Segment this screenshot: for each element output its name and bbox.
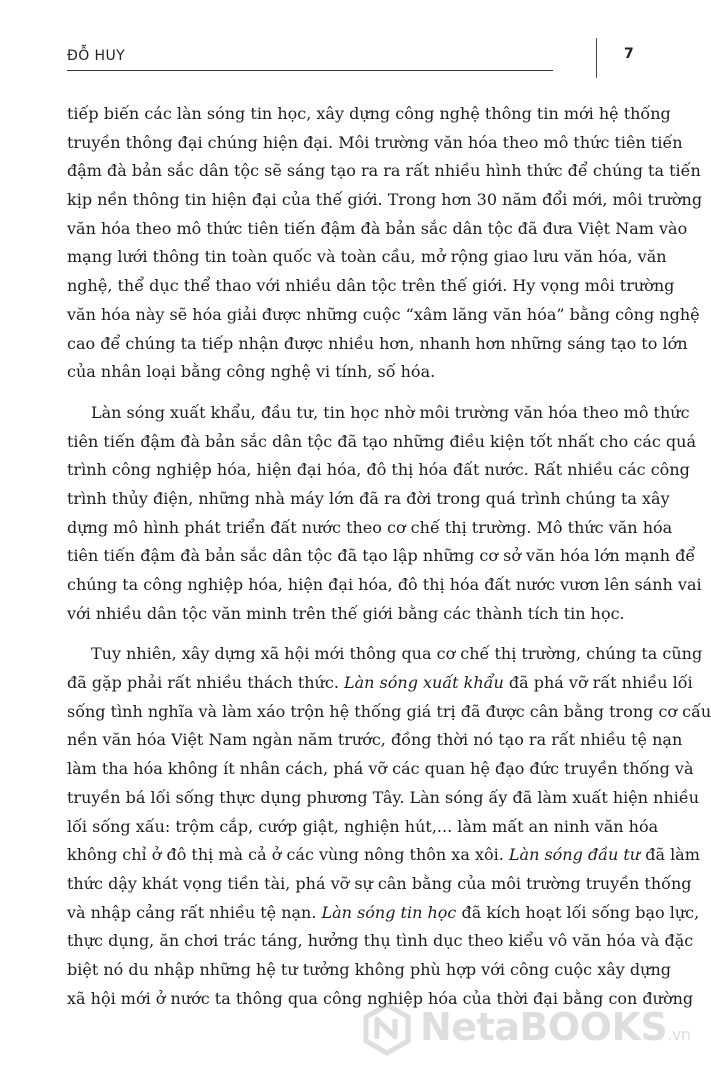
text-span: không chỉ ở đô thị mà cả ở các vùng nông thôn xa xôi.: [67, 845, 509, 865]
watermark: [362, 1003, 691, 1053]
italic-text-span: Làn sóng đầu tư: [508, 845, 641, 865]
text-span: làm tha hóa không ít nhân cách, phá vỡ các quan hệ đạo đức truyền thống và: [67, 759, 694, 779]
text-line: [67, 698, 711, 727]
text-span: Làn sóng xuất khẩu, đầu tư, tin học nhờ môi trường văn hóa theo mô thức: [91, 402, 690, 422]
text-line: [67, 514, 673, 543]
text-line: [67, 726, 683, 755]
text-line: [67, 813, 659, 842]
text-line: [67, 272, 675, 301]
running-header: [67, 46, 553, 71]
watermark-text: [420, 1005, 690, 1049]
text-span: văn hóa theo mô thức tiên tiến đậm đà bản sắc dân tộc đã đưa Việt Nam vào: [67, 218, 688, 238]
neta-logo-icon: [362, 1003, 412, 1053]
text-span: truyền thông đại chúng hiện đại. Môi trường văn hóa theo mô thức tiên tiến: [67, 132, 683, 152]
text-line: [67, 841, 700, 870]
text-line: [67, 669, 693, 698]
text-span: đã phá vỡ rất nhiều lối: [503, 673, 693, 693]
text-span: truyền bá lối sống thực dụng phương Tây. Làn sóng ấy đã làm xuất hiện nhiều: [67, 787, 700, 807]
text-line: [67, 129, 683, 158]
text-line: [67, 301, 700, 330]
text-line: [67, 542, 696, 571]
text-line: [67, 927, 694, 956]
text-line: [67, 456, 690, 485]
text-line: [67, 640, 703, 669]
body-text: [67, 100, 711, 1013]
text-span: biệt nó du nhập những hệ tư tưởng không phù hợp với công cuộc xây dựng: [67, 959, 671, 979]
header-divider: [596, 38, 597, 78]
text-span: trình công nghiệp hóa, hiện đại hóa, đô thị hóa đất nước. Rất nhiều các công: [67, 460, 690, 480]
text-line: [67, 899, 700, 928]
text-span: trình thủy điện, những nhà máy lớn đã ra đời trong quá trình chúng ta xây: [67, 488, 670, 508]
paragraph: [67, 399, 702, 629]
text-span: của nhân loại bằng công nghệ vi tính, số hóa.: [67, 362, 436, 382]
text-line: [67, 428, 696, 457]
text-span: đã kích hoạt lối sống bạo lực,: [456, 902, 700, 922]
paragraph: [67, 640, 711, 1013]
text-line: [67, 399, 690, 428]
text-line: [67, 186, 703, 215]
text-span: kịp nền thông tin hiện đại của thế giới. Trong hơn 30 năm đổi mới, môi trường: [67, 190, 703, 210]
paragraph-gap: [67, 628, 641, 640]
text-line: [67, 243, 667, 272]
watermark-suffix: .vn: [667, 1025, 691, 1044]
text-span: và nhập cảng rất nhiều tệ nạn.: [67, 902, 322, 922]
text-line: [67, 215, 688, 244]
text-span: tiếp biến các làn sóng tin học, xây dựng công nghệ thông tin mới hệ thống: [67, 104, 671, 123]
text-span: xã hội mới ở nước ta thông qua công nghiệp hóa của thời đại bằng con đường: [67, 988, 694, 1008]
text-span: đã làm: [640, 845, 700, 865]
text-line: [67, 870, 692, 899]
text-span: tiên tiến đậm đà bản sắc dân tộc đã tạo lập những cơ sở văn hóa lớn mạnh để: [67, 546, 696, 566]
paragraph: [67, 100, 703, 387]
watermark-name: NetaBOOKS: [420, 1005, 668, 1049]
text-line: [67, 600, 641, 629]
text-span: dựng mô hình phát triển đất nước theo cơ chế thị trường. Mô thức văn hóa: [67, 517, 673, 537]
text-span: Tuy nhiên, xây dựng xã hội mới thông qua cơ chế thị trường, chúng ta cũng: [91, 644, 703, 664]
text-line: [67, 571, 702, 600]
text-span: nền văn hóa Việt Nam ngàn năm trước, đồng thời nó tạo ra rất nhiều tệ nạn: [67, 730, 683, 750]
text-span: văn hóa này sẽ hóa giải được những cuộc “xâm lăng văn hóa” bằng công nghệ: [67, 304, 700, 324]
italic-text-span: Làn sóng xuất khẩu: [344, 673, 504, 693]
text-line: [67, 485, 670, 514]
text-span: cao để chúng ta tiếp nhận được nhiều hơn, nhanh hơn những sáng tạo to lớn: [67, 333, 688, 353]
text-span: sống tình nghĩa và làm xáo trộn hệ thống giá trị đã được cân bằng trong cơ cấu: [67, 701, 711, 721]
text-span: tiên tiến đậm đà bản sắc dân tộc đã tạo những điều kiện tốt nhất cho các quá: [67, 431, 696, 451]
text-span: nghệ, thể dục thể thao với nhiều dân tộc trên thế giới. Hy vọng môi trường: [67, 276, 675, 296]
paragraph-gap: [67, 387, 641, 399]
text-span: thực dụng, ăn chơi trác táng, hưởng thụ tình dục theo kiểu vô văn hóa và đặc: [67, 931, 694, 951]
text-line: [67, 157, 701, 186]
text-line: [67, 956, 671, 985]
page-number: 7: [624, 46, 634, 62]
text-span: lối sống xấu: trộm cắp, cướp giật, nghiện hút,... làm mất an ninh văn hóa: [67, 816, 659, 836]
text-span: thức dậy khát vọng tiền tài, phá vỡ sự cân bằng của môi trường truyền thống: [67, 873, 692, 893]
text-line: [67, 330, 688, 359]
text-line: [67, 358, 641, 387]
text-span: chúng ta công nghiệp hóa, hiện đại hóa, đô thị hóa đất nước vươn lên sánh vai: [67, 575, 702, 594]
text-line: [67, 755, 694, 784]
text-line: [67, 100, 671, 129]
text-span: với nhiều dân tộc văn minh trên thế giới bằng các thành tích tin học.: [67, 603, 625, 623]
text-line: [67, 784, 700, 813]
text-span: đậm đà bản sắc dân tộc sẽ sáng tạo ra ra rất nhiều hình thức để chúng ta tiến: [67, 161, 701, 181]
text-span: mạng lưới thông tin toàn quốc và toàn cầu, mở rộng giao lưu văn hóa, văn: [67, 247, 667, 267]
italic-text-span: Làn sóng tin học: [321, 902, 457, 922]
author-name: ĐỖ HUY: [67, 48, 126, 64]
text-span: đã gặp phải rất nhiều thách thức.: [67, 673, 344, 693]
